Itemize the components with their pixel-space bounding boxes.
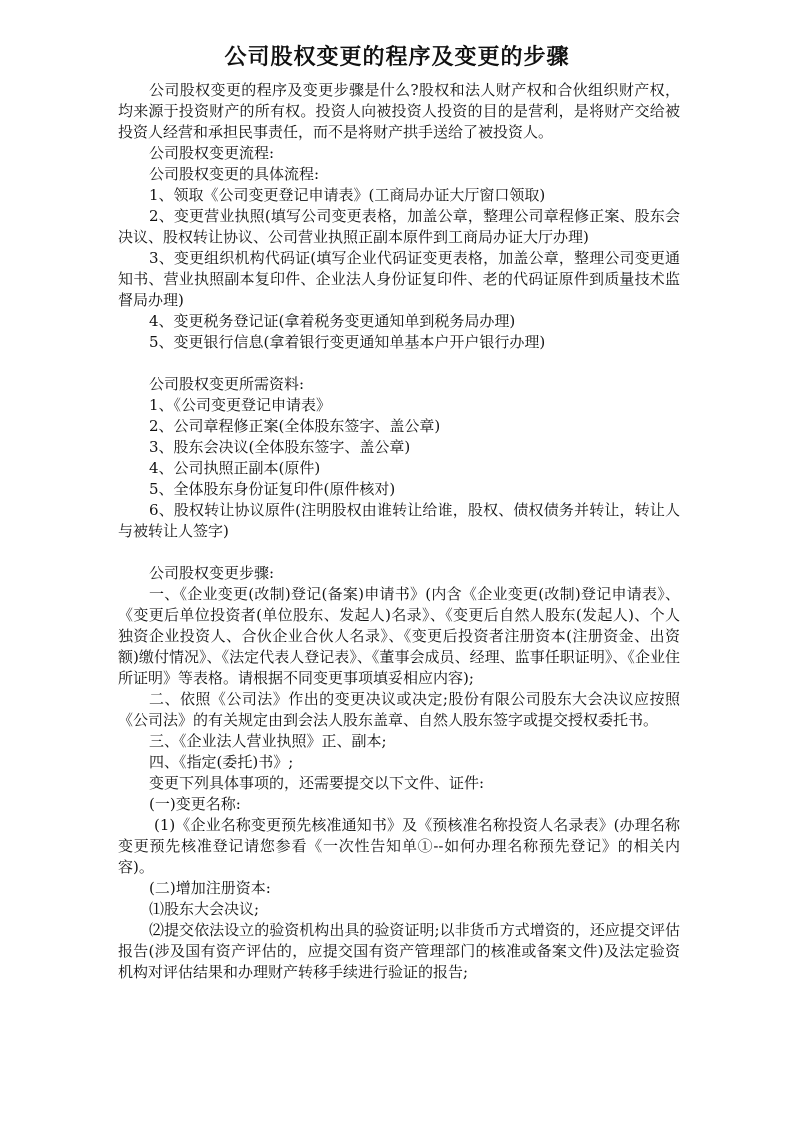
spacer: [118, 542, 680, 563]
material-item-6: 6、股权转让协议原件(注明股权由谁转让给谁，股权、债权债务并转让，转让人与被转让人签字): [118, 501, 680, 540]
step-item-4: 四、《指定(委托)书》;: [149, 753, 294, 771]
material-item-3: 3、股东会决议(全体股东签字、盖公章): [149, 438, 411, 456]
process-step-1: 1、领取《公司变更登记申请表》(工商局办证大厅窗口领取): [149, 186, 546, 204]
process-step-3: 3、变更组织机构代码证(填写企业代码证变更表格，加盖公章，整理公司变更通知书、营业执照副本复印件、企业法人身份证复印件、老的代码证原件到质量技术监督局办理): [118, 249, 680, 309]
process-heading: 公司股权变更流程:: [149, 144, 275, 162]
material-item-4: 4、公司执照正副本(原件): [149, 459, 321, 477]
capital-heading: (二)增加注册资本:: [149, 879, 271, 897]
process-step-5: 5、变更银行信息(拿着银行变更通知单基本户开户银行办理): [149, 333, 546, 351]
process-sub-heading: 公司股权变更的具体流程:: [149, 165, 320, 183]
step-item-2: 二、依照《公司法》作出的变更决议或决定;股份有限公司股东大会决议应按照《公司法》的有关规定由到会法人股东盖章、自然人股东签字或提交授权委托书。: [118, 690, 680, 729]
capital-item-1: ⑴股东大会决议;: [149, 900, 260, 918]
name-change-item: (1)《企业名称变更预先核准通知书》及《预核准名称投资人名录表》(办理名称变更预先核准登记请您参看《一次性告知单①--如何办理名称预先登记》的相关内容)。: [118, 816, 680, 876]
document-body: [118, 80, 680, 983]
page-title: 公司股权变更的程序及变更的步骤: [224, 45, 570, 70]
step-item-3: 三、《企业法人营业执照》正、副本;: [149, 732, 387, 750]
process-step-4: 4、变更税务登记证(拿着税务变更通知单到税务局办理): [149, 312, 516, 330]
spacer: [118, 353, 680, 374]
capital-item-2: ⑵提交依法设立的验资机构出具的验资证明;以非货币方式增资的，还应提交评估报告(涉及国有资产评估的，应提交国有资产管理部门的核准或备案文件)及法定验资机构对评估结果和办理财产转移手续进行验证的报告;: [118, 921, 680, 981]
name-change-heading: (一)变更名称:: [149, 795, 241, 813]
material-item-2: 2、公司章程修正案(全体股东签字、盖公章): [149, 417, 441, 435]
intro-paragraph: 公司股权变更的程序及变更步骤是什么?股权和法人财产权和合伙组织财产权，均来源于投资财产的所有权。投资人向被投资人投资的目的是营利，是将财产交给被投资人经营和承担民事责任，而不是将财产拱手送给了被投资人。: [118, 81, 680, 141]
material-item-1: 1、《公司变更登记申请表》: [149, 396, 332, 414]
steps-heading: 公司股权变更步骤:: [149, 564, 275, 582]
material-item-5: 5、全体股东身份证复印件(原件核对): [149, 480, 396, 498]
materials-heading: 公司股权变更所需资料:: [149, 375, 305, 393]
step-item-5: 变更下列具体事项的，还需要提交以下文件、证件:: [149, 774, 485, 792]
step-item-1: 一、《企业变更(改制)登记(备案)申请书》(内含《企业变更(改制)登记申请表》、《变更后单位投资者(单位股东、发起人)名录》、《变更后自然人股东(发起人)、个人独资企业投资人、合伙企业合伙人名录》、《变更后投资者注册资本(注册资金、出资额)缴付情况》、《法定代表人登记表》、《董事会成员、经理、监事任职证明》、《企业住所证明》等表格。请根据不同变更事项填妥相应内容);: [118, 585, 680, 687]
process-step-2: 2、变更营业执照(填写公司变更表格，加盖公章，整理公司章程修正案、股东会决议、股权转让协议、公司营业执照正副本原件到工商局办证大厅办理): [118, 207, 680, 246]
